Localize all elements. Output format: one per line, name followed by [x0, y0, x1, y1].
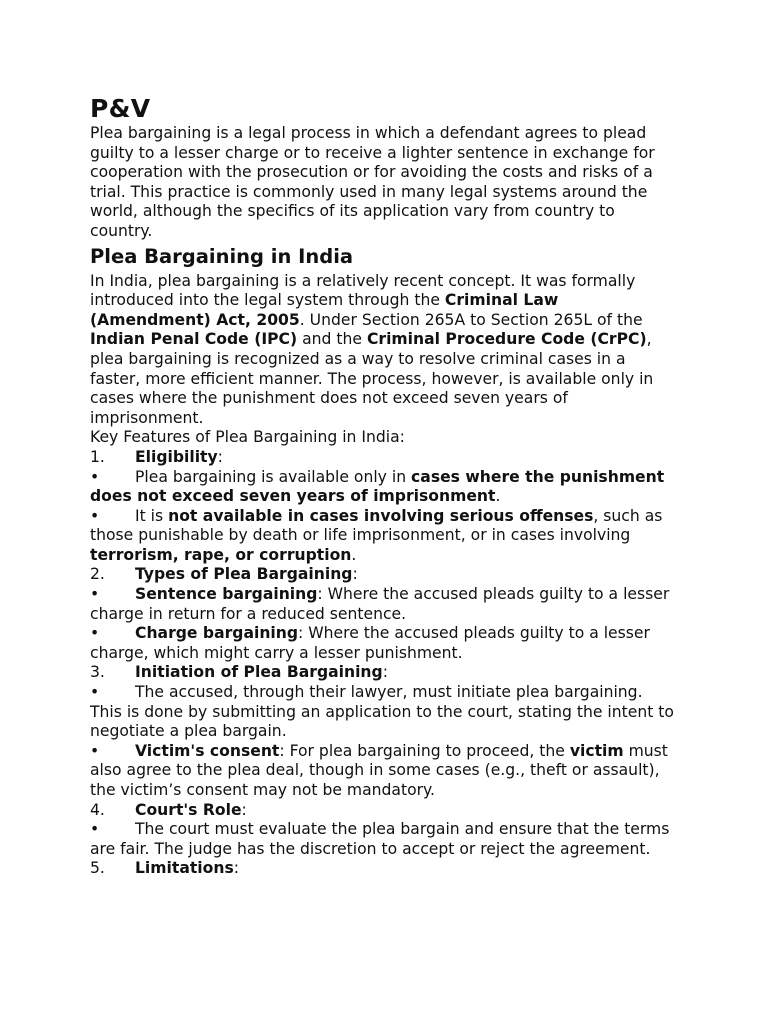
bullet: • [90, 467, 100, 486]
intro-paragraph: Plea bargaining is a legal process in which a defendant agrees to plead guilty to a lesser charge or to receive a lighter sentence in exchange for cooperation with the prosecution or for avoiding the costs and risks of a trial. This practice is commonly used in many legal systems around the world, although the specifics of its application vary from country to country. [90, 124, 655, 240]
document-title: P&V [90, 94, 151, 123]
feature-heading-eligibility: 1. Eligibility: [90, 447, 223, 466]
bullet: • [90, 683, 100, 702]
bullet: • [90, 585, 100, 604]
india-paragraph: In India, plea bargaining is a relatively recent concept. It was formally introduced into the legal system through the Criminal Law (Amendment) Act, 2005. Under Section 265A to Section 265L of the Indian Penal Code (IPC) and the Criminal Procedure Code (CrPC), plea bargaining is recognized as a way to resolve criminal cases in a faster, more efficient manner. The process, however, is available only in cases where the punishment does not exceed seven years of imprisonment. [90, 271, 654, 427]
list-item: • It is not available in cases involving serious offenses, such as those punishable by death or life imprisonment, or in cases involving terrorism, rape, or corruption. [90, 506, 663, 564]
feature-heading-court-role: 4. Court's Role: [90, 800, 247, 819]
list-item: • The accused, through their lawyer, must initiate plea bargaining. This is done by submitting an application to the court, stating the intent to negotiate a plea bargain. [90, 683, 674, 741]
bullet: • [90, 624, 100, 643]
list-item: • Charge bargaining: Where the accused pleads guilty to a lesser charge, which might carry a lesser punishment. [90, 624, 650, 662]
bullet: • [90, 506, 100, 525]
section-heading: Plea Bargaining in India [90, 244, 354, 268]
feature-heading-limitations: 5. Limitations: [90, 859, 240, 878]
feature-heading-types: 2. Types of Plea Bargaining: [90, 565, 358, 584]
bullet: • [90, 820, 100, 839]
list-item: • Sentence bargaining: Where the accused pleads guilty to a lesser charge in return for a reduced sentence. [90, 585, 670, 623]
list-item: • Plea bargaining is available only in cases where the punishment does not exceed seven years of imprisonment. [90, 467, 665, 506]
bullet: • [90, 741, 100, 760]
list-item: • Victim's consent: For plea bargaining to proceed, the victim must also agree to the plea deal, though in some cases (e.g., theft or assault), the victim’s consent may not be mandatory. [90, 741, 668, 799]
feature-heading-initiation: 3. Initiation of Plea Bargaining: [90, 663, 388, 682]
key-features-intro: Key Features of Plea Bargaining in India: [90, 428, 405, 447]
list-item: • The court must evaluate the plea bargain and ensure that the terms are fair. The judge has the discretion to accept or reject the agreement. [90, 820, 670, 858]
